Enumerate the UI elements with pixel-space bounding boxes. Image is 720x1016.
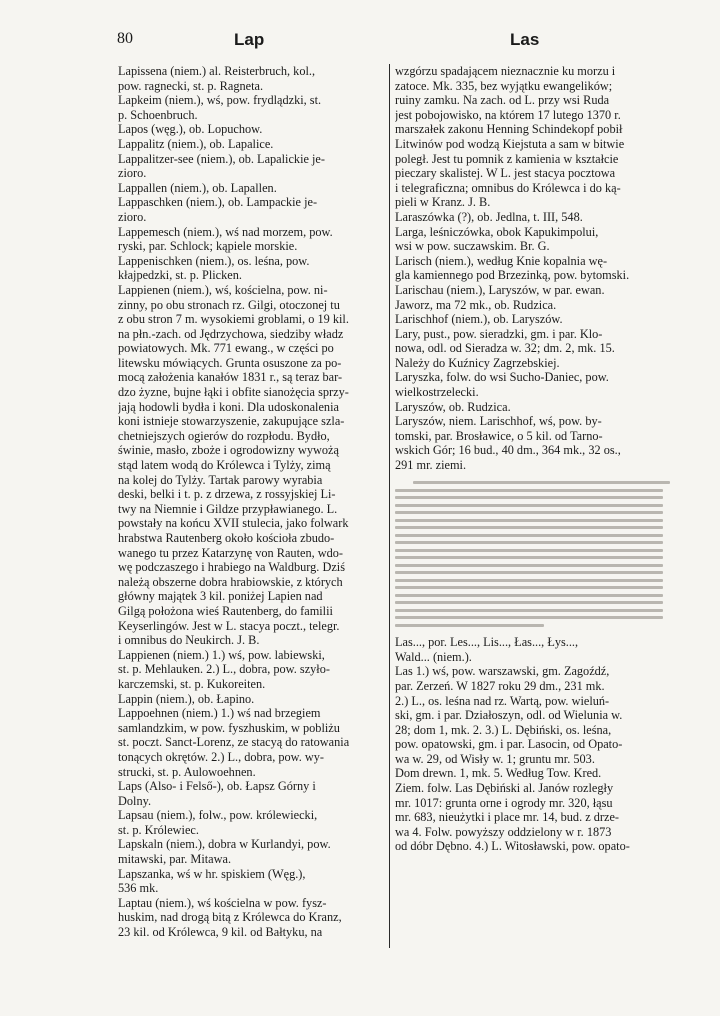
- text-line: mitawski, par. Mitawa.: [118, 852, 232, 867]
- left-column: [118, 64, 384, 940]
- text-line: wa 4. Folw. powyższy oddzielony w r. 1873: [395, 824, 612, 839]
- text-line: pow. ragnecki, st. p. Ragneta.: [118, 78, 264, 93]
- text-line: Laptau (niem.), wś kościelna w pow. fysz-: [118, 895, 327, 910]
- text-line: huskim, nad drogą bitą z Królewca do Kranz,: [118, 910, 342, 925]
- text-line: świnie, masło, zboże i ogrodowizny wywożą: [118, 443, 339, 458]
- text-line: wę podczaszego i hrabiego na Waldburg. Dziś: [118, 560, 345, 575]
- text-line: zioro.: [118, 209, 147, 224]
- page-number: 80: [117, 30, 133, 47]
- text-line: Należy do Kuźnicy Zagrzebskiej.: [395, 355, 560, 370]
- text-line: Lappallen (niem.), ob. Lapallen.: [118, 180, 277, 195]
- text-line: zatoce. Mk. 335, bez wyjątku ewangelików;: [395, 78, 613, 93]
- text-line: strucki, st. p. Aulowoehnen.: [118, 764, 256, 779]
- text-line: Dom drewn. 1, mk. 5. Według Tow. Kred.: [395, 766, 602, 781]
- text-line: Lappin (niem.), ob. Łapino.: [118, 691, 255, 706]
- text-line: tomski, par. Brosławice, o 5 kil. od Tarno-: [395, 428, 603, 443]
- text-line: tonących okrętów. 2.) L., dobra, pow. wy-: [118, 749, 325, 764]
- text-line: i telegraficzna; omnibus do Królewca i do ką-: [395, 180, 621, 195]
- text-line: i omnibus do Neukirch. J. B.: [118, 633, 260, 648]
- text-line: 291 mr. ziemi.: [395, 458, 467, 473]
- text-line: Jaworz, ma 72 mk., ob. Rudzica.: [395, 297, 557, 312]
- text-line: 2.) L., os. leśna nad rz. Wartą, pow. wieluń-: [395, 693, 610, 708]
- text-line: Ziem. folw. Las Dębiński al. Janów rozległy: [395, 781, 614, 796]
- text-line: koni istnieje stowarzyszenie, zakupujące szla-: [118, 414, 345, 429]
- text-line: 23 kil. od Królewca, 9 kil. od Bałtyku, na: [118, 925, 323, 940]
- text-line: Dolny.: [118, 793, 152, 808]
- text-line: dzo żyzne, bujne łąki i obfite sianożęcia sprzy-: [118, 385, 349, 400]
- text-line: ski, gm. i par. Działoszyn, odl. od Wielunia w.: [395, 708, 623, 723]
- text-line: Lary, pust., pow. sieradzki, gm. i par. Klo-: [395, 326, 603, 341]
- right-column-entries-bottom: [395, 635, 665, 854]
- text-line: wielkostrzelecki.: [395, 385, 479, 400]
- text-line: mocą założenia kanałów 1831 r., są teraz bar-: [118, 370, 343, 385]
- text-line: pieczary skalistej. W L. jest stacya pocztowa: [395, 166, 616, 181]
- text-line: hrabstwa Rautenberg około kościoła zbudo-: [118, 531, 335, 545]
- text-line: nowa, odl. od Sieradza w. 32; dm. 2, mk. 15.: [395, 341, 615, 356]
- text-line: Larischhof (niem.), ob. Laryszów.: [395, 312, 563, 327]
- text-line: stąd latem wodą do Królewca i Tylży, zimą: [118, 458, 331, 473]
- text-line: powiatowych. Mk. 771 ewang., w części po: [118, 341, 334, 356]
- text-line: wanego tu przez Katarzynę von Rauten, wdo-: [118, 545, 344, 560]
- text-line: Lappienen (niem.) 1.) wś, pow. labiewski,: [118, 647, 325, 662]
- text-line: Las 1.) wś, pow. warszawski, gm. Zagoźdź,: [395, 664, 610, 679]
- text-line: st. p. Królewiec.: [118, 822, 199, 837]
- text-line: Gilgą położona wieś Rautenberg, do familii: [118, 603, 333, 618]
- running-head-right: Las: [510, 30, 540, 49]
- text-line: powstały na końcu XVII stulecia, jako folwark: [118, 516, 349, 531]
- text-line: kłajpedzki, st. p. Plicken.: [118, 268, 242, 283]
- text-line: deski, belki i t. p. z drzewa, z rossyjskiej Li-: [118, 487, 336, 502]
- text-line: Larga, leśniczówka, obok Kapukimpolui,: [395, 224, 599, 239]
- text-line: Lappenischken (niem.), os. leśna, pow.: [118, 253, 310, 268]
- text-line: 536 mk.: [118, 881, 159, 896]
- text-line: st. p. Mehlauken. 2.) L., dobra, pow. szyło-: [118, 662, 330, 677]
- text-line: pow. opatowski, gm. i par. Lasocin, od Opato-: [395, 737, 623, 752]
- text-line: Wald... (niem.).: [395, 649, 472, 664]
- text-line: Lappalitzer-see (niem.), ob. Lapalickie je-: [118, 151, 325, 166]
- text-line: par. Zerzeń. W 1827 roku 29 dm., 231 mk.: [395, 678, 605, 693]
- text-line: na płn.-zach. od Jędrzychowa, siedziby władz: [118, 326, 344, 341]
- text-line: od dóbr Dębno. 4.) L. Witosławski, pow. opato-: [395, 839, 630, 854]
- text-line: Lappoehnen (niem.) 1.) wś nad brzegiem: [118, 706, 321, 721]
- text-line: wskich Gór; 16 bud., 40 dm., 364 mk., 32 os.,: [395, 443, 621, 458]
- text-line: wzgórzu spadającem nieznacznie ku morzu i: [395, 64, 616, 78]
- text-line: litewsku mówiących. Grunta osuszone za po-: [118, 355, 342, 370]
- text-line: gla kamiennego pod Brzezinką, pow. bytomski.: [395, 268, 630, 283]
- text-line: jają hodowli bydła i koni. Dla udoskonalenia: [118, 399, 339, 414]
- text-line: Lapkeim (niem.), wś, pow. frydlądzki, st.: [118, 93, 322, 108]
- text-line: Larisch (niem.), według Knie kopalnia wę-: [395, 253, 608, 268]
- text-line: Larischau (niem.), Laryszów, w par. ewan.: [395, 282, 605, 297]
- text-line: główny majątek 3 kil. poniżej Lapien nad: [118, 589, 323, 604]
- text-line: Litwinów pod wodzą Kiejstuta a sam w bitwie: [395, 136, 625, 151]
- text-line: z obu stron 7 m. wysokiemi groblami, o 19 kil.: [118, 312, 349, 327]
- text-line: zinny, po obu stronach rz. Gilgi, otoczonej tu: [118, 297, 340, 312]
- text-line: ruiny zamku. Na zach. od L. przy wsi Ruda: [395, 93, 610, 108]
- text-line: wsi w pow. suczawskim. Br. G.: [395, 239, 550, 254]
- column-divider: [389, 64, 390, 948]
- text-line: Las..., por. Les..., Lis..., Łas..., Łys...,: [395, 635, 579, 650]
- text-line: należą obszerne dobra hrabiowskie, z których: [118, 574, 343, 589]
- text-line: na kolej do Tylży. Tartak parowy wyrabia: [118, 472, 323, 487]
- text-line: mr. 683, nieużytki i place mr. 14, bud. z drze-: [395, 810, 620, 825]
- text-line: Lapskaln (niem.), dobra w Kurlandyi, pow.: [118, 837, 331, 852]
- right-column: [395, 64, 665, 854]
- text-line: Laraszówka (?), ob. Jedlna, t. III, 548.: [395, 209, 583, 224]
- las-entry-small-print: [395, 481, 665, 627]
- text-line: poległ. Jest tu pomnik z kamienia w kształcie: [395, 151, 619, 166]
- text-line: Lappienen (niem.), wś, kościelna, pow. ni-: [118, 282, 328, 297]
- text-line: ryski, par. Schlock; kąpiele morskie.: [118, 239, 298, 254]
- text-line: 28; dom 1, mk. 2. 3.) L. Dębiński, os. leśna,: [395, 722, 612, 737]
- text-line: Laryszka, folw. do wsi Sucho-Daniec, pow.: [395, 370, 609, 385]
- text-line: Lapos (węg.), ob. Lopuchow.: [118, 122, 263, 137]
- right-column-entries-top: [395, 64, 665, 473]
- text-line: samlandzkim, w pow. fyszhuskim, w pobliżu: [118, 720, 340, 735]
- text-line: Lapsau (niem.), folw., pow. królewiecki,: [118, 808, 318, 823]
- text-line: st. poczt. Sanct-Lorenz, ze stacyą do ratowania: [118, 735, 350, 750]
- text-line: karczemski, st. p. Kukoreiten.: [118, 676, 266, 691]
- text-line: chetniejszych ogierów do rozpłodu. Bydło,: [118, 428, 330, 443]
- text-line: Lappemesch (niem.), wś nad morzem, pow.: [118, 224, 333, 239]
- text-line: Lappaschken (niem.), ob. Lampackie je-: [118, 195, 318, 210]
- text-line: p. Schoenbruch.: [118, 107, 198, 122]
- text-line: wa w. 29, od Wisły w. 1; gruntu mr. 503.: [395, 751, 595, 766]
- text-line: zioro.: [118, 166, 147, 181]
- running-head-left: Lap: [234, 30, 265, 49]
- text-line: Lapszanka, wś w hr. spiskiem (Węg.),: [118, 866, 306, 881]
- text-line: Keyserlingów. Jest w L. stacya poczt., telegr.: [118, 618, 340, 633]
- text-line: Laryszów, niem. Larischhof, wś, pow. by-: [395, 414, 602, 429]
- text-line: twy na Niemnie i Gildze przypławianego. L.: [118, 501, 338, 516]
- text-line: pieli w Kranz. J. B.: [395, 195, 491, 210]
- text-line: mr. 1017: grunta orne i ogrody mr. 320, łąsu: [395, 795, 613, 810]
- text-line: marszałek zakonu Henning Schindekopf pobił: [395, 122, 623, 137]
- text-line: Lappalitz (niem.), ob. Lapalice.: [118, 136, 274, 151]
- text-line: jest pobojowisko, na którem 17 lutego 1370 r.: [395, 107, 621, 122]
- page-header: [0, 26, 720, 52]
- text-line: Lapissena (niem.) al. Reisterbruch, kol.,: [118, 64, 316, 78]
- text-line: Laryszów, ob. Rudzica.: [395, 399, 511, 414]
- text-line: Laps (Also- i Felső-), ob. Łapsz Górny i: [118, 779, 316, 794]
